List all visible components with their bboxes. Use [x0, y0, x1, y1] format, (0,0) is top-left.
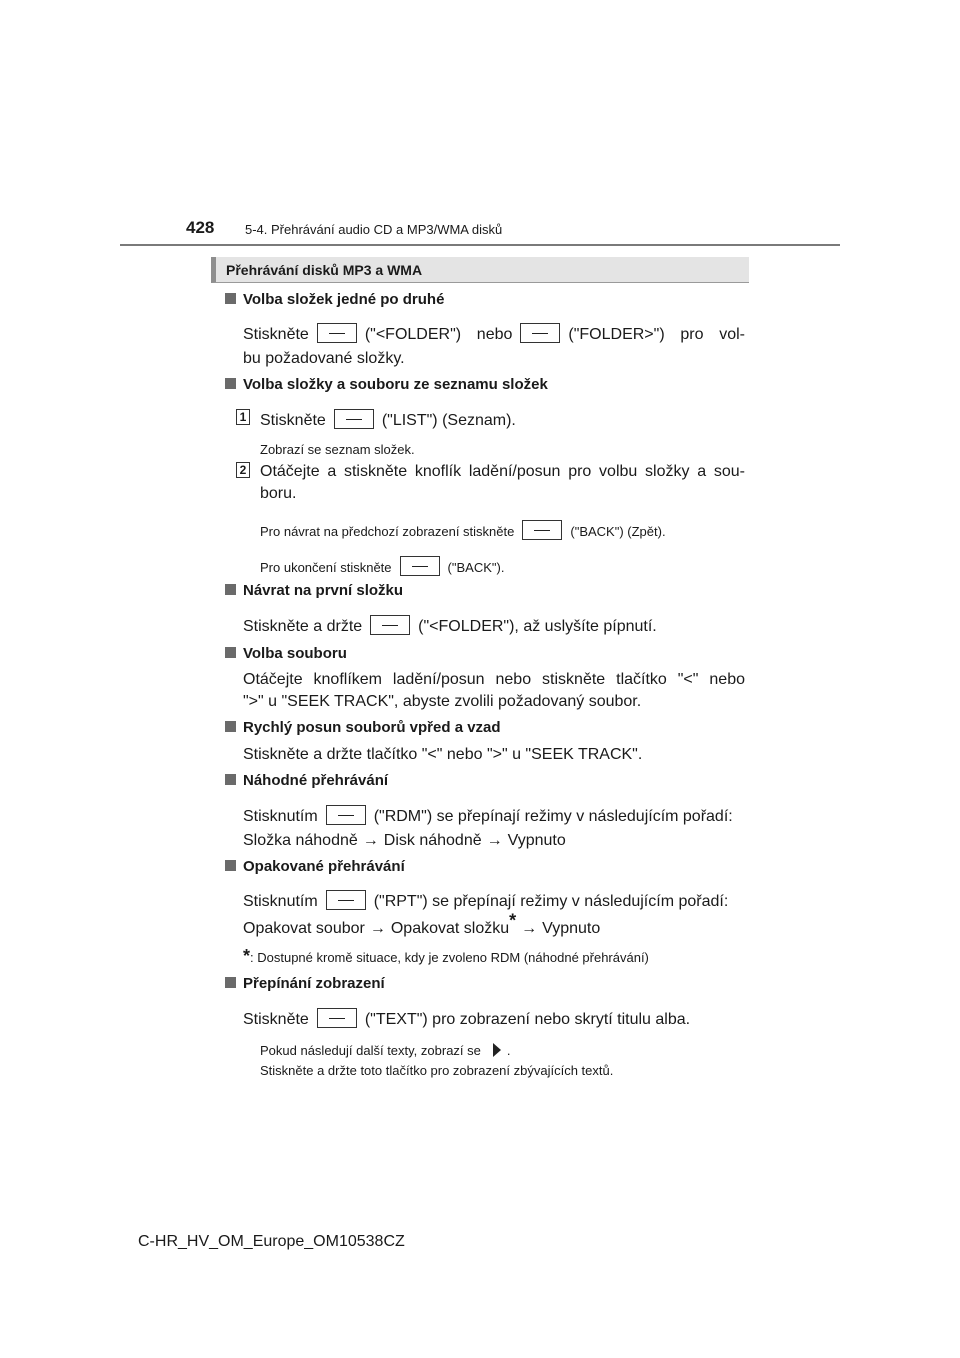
- text: ("BACK") (Zpět).: [570, 524, 666, 539]
- heading-text: Volba souboru: [243, 645, 347, 662]
- paragraph: bu požadované složky.: [243, 350, 405, 367]
- folder-prev-button-icon: [370, 615, 410, 635]
- text: Opakovat složku: [390, 920, 510, 937]
- arrow-icon: →: [486, 832, 503, 849]
- bullet-square-icon: [225, 977, 236, 988]
- note: [260, 1043, 511, 1058]
- folder-prev-button-icon: [317, 323, 357, 343]
- text: Opakovat soubor: [243, 920, 365, 937]
- back-button-icon: [400, 556, 440, 576]
- text: ("RDM") se přepínají režimy v následujícím pořadí:: [373, 808, 733, 825]
- bullet-square-icon: [225, 721, 236, 732]
- rdm-button-icon: [326, 805, 366, 825]
- paragraph: [243, 1008, 690, 1031]
- bullet-square-icon: [225, 293, 236, 304]
- mode-sequence: [243, 830, 566, 852]
- text: Vypnuto: [507, 832, 566, 849]
- text: ("LIST") (Seznam).: [381, 412, 516, 429]
- document-id: C-HR_HV_OM_Europe_OM10538CZ: [138, 1233, 405, 1250]
- exit-note: [260, 556, 504, 576]
- section-title-bar: [211, 257, 749, 283]
- back-note: [260, 520, 666, 540]
- heading-text: Přepínání zobrazení: [243, 975, 385, 992]
- mode-sequence: [243, 910, 601, 940]
- heading-first-folder: [225, 582, 403, 599]
- text-button-icon: [317, 1008, 357, 1028]
- list-button-icon: [334, 409, 374, 429]
- heading-fast-forward: [225, 719, 501, 736]
- heading-random: [225, 772, 388, 789]
- heading-folder-select: [225, 291, 444, 308]
- heading-repeat: [225, 858, 405, 875]
- text: : Dostupné kromě situace, kdy je zvoleno RDM (náhodné přehrávání): [250, 950, 649, 965]
- bullet-square-icon: [225, 584, 236, 595]
- step-number-1: 1: [236, 409, 250, 425]
- step-number-2: 2: [236, 462, 250, 478]
- arrow-icon: →: [521, 920, 538, 937]
- text: Stiskněte: [243, 326, 309, 343]
- heading-file-select: [225, 645, 347, 662]
- footnote-mark: *: [509, 910, 517, 931]
- text: ("<FOLDER"), až uslyšíte pípnutí.: [418, 618, 657, 635]
- text: ("RPT") se přepínají režimy v následujícím pořadí:: [373, 893, 729, 910]
- text: Disk náhodně: [383, 832, 482, 849]
- heading-text: Náhodné přehrávání: [243, 772, 389, 789]
- step-2-text: Otáčejte a stiskněte knoflík ladění/posun pro volbu složky a sou-: [260, 463, 745, 480]
- header-divider: [120, 244, 840, 246]
- chapter-title: 5-4. Přehrávání audio CD a MP3/WMA disků: [245, 222, 503, 237]
- heading-text: Volba složky a souboru ze seznamu složek: [243, 376, 548, 393]
- step-1-note: Zobrazí se seznam složek.: [260, 442, 415, 457]
- bullet-square-icon: [225, 774, 236, 785]
- text: ("<FOLDER") nebo: [364, 326, 513, 343]
- footnote-mark: *: [243, 946, 251, 966]
- text: Stiskněte: [260, 412, 326, 429]
- arrow-icon: →: [362, 832, 379, 849]
- text: Pro ukončení stiskněte: [260, 560, 392, 575]
- text: Pokud následují další texty, zobrazí se: [260, 1043, 481, 1058]
- text: Složka náhodně: [243, 832, 358, 849]
- step-1-text: [260, 409, 516, 432]
- arrow-icon: →: [369, 920, 386, 937]
- paragraph: [243, 890, 728, 913]
- heading-text: Návrat na první složku: [243, 582, 404, 599]
- paragraph: [243, 805, 733, 828]
- bullet-square-icon: [225, 378, 236, 389]
- back-button-icon: [522, 520, 562, 540]
- paragraph: [243, 323, 745, 346]
- text: Vypnuto: [542, 920, 601, 937]
- heading-text: Opakované přehrávání: [243, 858, 405, 875]
- paragraph: [243, 615, 657, 638]
- note: Stiskněte a držte toto tlačítko pro zobrazení zbývajících textů.: [260, 1063, 614, 1078]
- play-arrow-icon: [493, 1043, 501, 1057]
- heading-text: Rychlý posun souborů vpřed a vzad: [243, 719, 501, 736]
- text: ("FOLDER>") pro vol-: [568, 326, 745, 343]
- paragraph: ">" u "SEEK TRACK", abyste zvolili požadovaný soubor.: [243, 693, 642, 710]
- folder-next-button-icon: [520, 323, 560, 343]
- bullet-square-icon: [225, 860, 236, 871]
- paragraph: Stiskněte a držte tlačítko "<" nebo ">" u "SEEK TRACK".: [243, 746, 643, 763]
- heading-display-switch: [225, 975, 385, 992]
- footnote: [243, 946, 649, 967]
- text: .: [506, 1043, 511, 1058]
- step-2-text: boru.: [260, 485, 297, 502]
- section-title: Přehrávání disků MP3 a WMA: [226, 262, 423, 278]
- text: Stiskněte a držte: [243, 618, 363, 635]
- text: Pro návrat na předchozí zobrazení stiskněte: [260, 524, 515, 539]
- paragraph: Otáčejte knoflíkem ladění/posun nebo stiskněte tlačítko "<" nebo: [243, 671, 745, 688]
- text: Stiskněte: [243, 1011, 309, 1028]
- bullet-square-icon: [225, 647, 236, 658]
- text: Stisknutím: [243, 808, 318, 825]
- text: ("BACK").: [447, 560, 505, 575]
- heading-folder-list: [225, 376, 548, 393]
- rpt-button-icon: [326, 890, 366, 910]
- text: Stisknutím: [243, 893, 318, 910]
- page-number: 428: [186, 218, 215, 237]
- heading-text: Volba složek jedné po druhé: [243, 291, 445, 308]
- text: ("TEXT") pro zobrazení nebo skrytí titulu alba.: [364, 1011, 691, 1028]
